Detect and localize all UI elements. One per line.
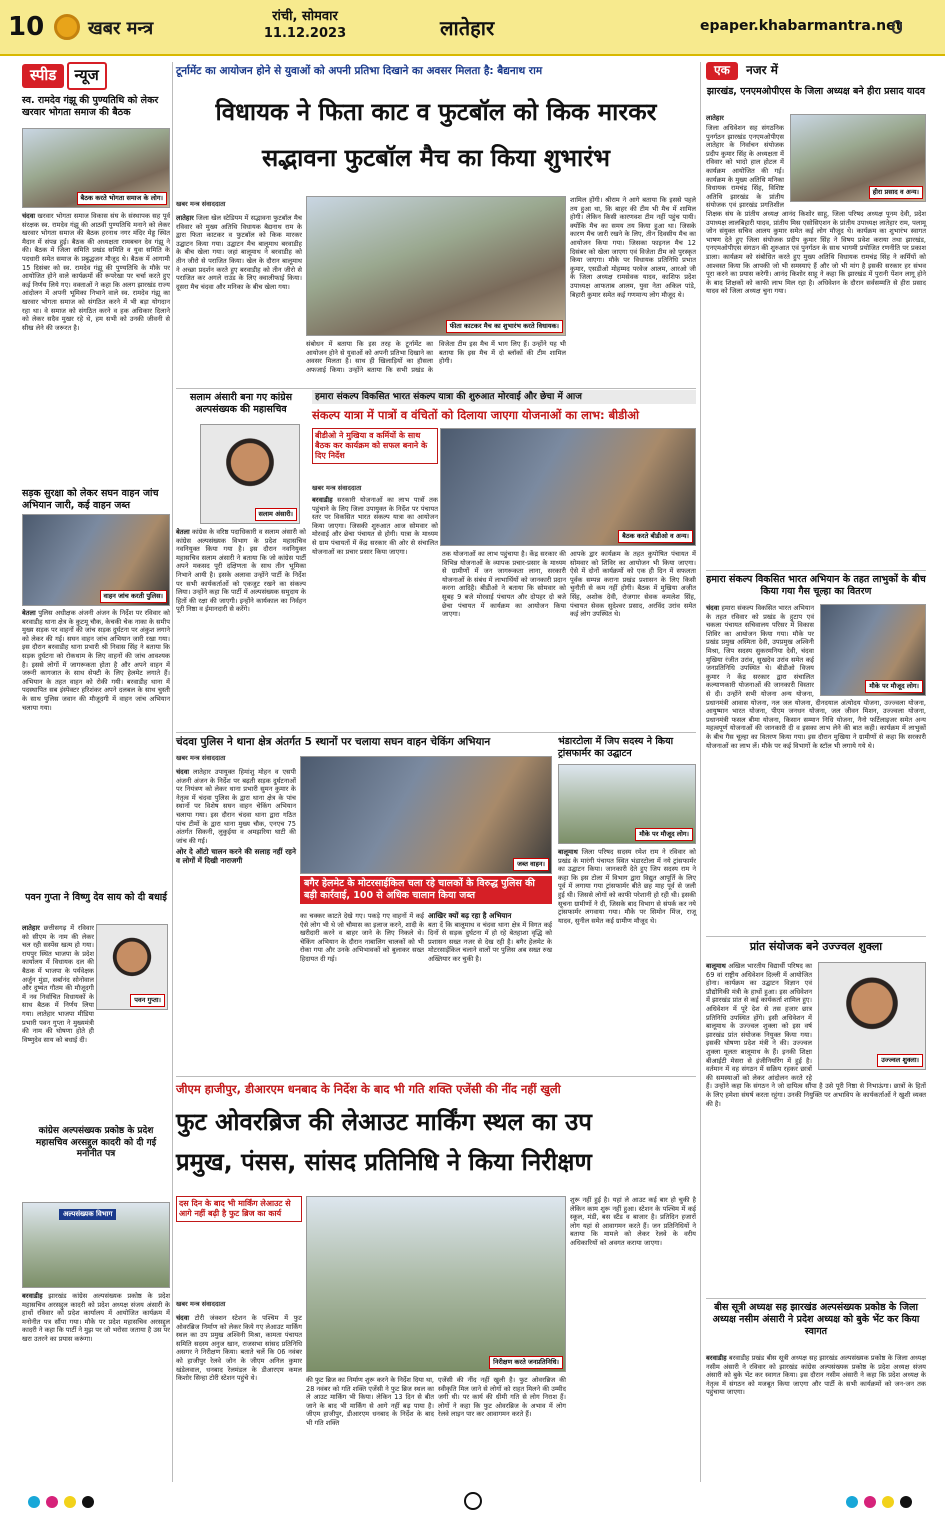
print-marks-bar bbox=[0, 1488, 945, 1517]
gas-dateline: चंदवा bbox=[706, 604, 720, 612]
sankalp-kicker: हमारा संकल्प विकसित भारत संकल्प यात्रा की शुरुआत मोरवाई और छेचा में आज bbox=[312, 390, 696, 404]
right-rule-1 bbox=[706, 570, 926, 571]
vahan-photo bbox=[300, 756, 552, 874]
sankalp-caption: बैठक करते बीडीओ व अन्य। bbox=[618, 530, 693, 543]
ek-nazar-headline: झारखंड, एनएमओपीएस के जिला अध्यक्ष बने हीरा प्रसाद यादव bbox=[706, 86, 926, 97]
epaper-link[interactable]: epaper.khabarmantra.net bbox=[700, 18, 903, 34]
city-day: रांची, सोमवार bbox=[272, 9, 338, 24]
gas-caption: मौके पर मौजूद लोग। bbox=[865, 680, 923, 693]
salam-headline: सलाम अंसारी बना गए कांग्रेस अल्पसंख्यक की महासचिव bbox=[189, 392, 293, 415]
date-block bbox=[262, 8, 348, 42]
overbridge-body-1 bbox=[176, 1314, 302, 1482]
lead-body-1 bbox=[176, 214, 302, 384]
sankalp-text-1: सरकारी योजनाओं का लाभ पात्रों तक पहुंचाने के लिए जिला उपायुक्त के निर्देश पर पंचायत स्तर पर विकसित भारत संकल्प यात्रा का आयोजन किया जाएगा। जिसकी शुरुआत आज सोमवार को मोरवाई और छेचा पंचायत से होगी। यात्रा के माध्यम से ग्राम पंचायतों में केंद्र सरकार की ओर से संचालित योजनाओं का प्रचार प्रसार किया जाएगा। bbox=[312, 496, 438, 556]
yellow-dot-icon bbox=[64, 1496, 76, 1508]
sankalp-body-2: तक योजनाओं का लाभ पहुंचाया है। केंद्र सरकार की विभिन्न योजनाओं के व्यापक प्रचार-प्रसार के माध्यम से ग्रामीणों में जन जागरूकता लाना, सरकारी योजनाओं के संबंध में लाभार्थियों को जानकारी प्रदान करना आदिहै। बीडीओ ने बताया कि सोमवार को सुबह 9 बजे मोरवाई पंचायत और दोपहर दो बजे छेचा पंचायत में कार्यक्रम का आयोजन किया जाएगा। bbox=[442, 550, 566, 619]
lead-text-1: जिला खेल स्टेडियम में सद्भावना फुटबॉल मैच रविवार को मुख्य अतिथि विधायक बैद्यनाथ राम के द्वारा फिता काटकर व फुटबॉल को किक मारकर उद्घाटन किया गया। उद्घाटन मैच बालूमाथ बरवाडीह के बीच खेला गया। जहां बालूमाथ ने बरवाडीह को तीन जीरो से पराजित किया। खेल के दौरान बालूमाथ ने अच्छा प्रदर्शन करते हुए बरवाडीह को तीन जीरो से पराजित कर अगले राउंड के लिए क्वालीफाई किया। दूसरा मैच चंदवा और मनिका के बीच खेला गया। bbox=[176, 214, 302, 291]
brand-logo-icon bbox=[54, 14, 80, 40]
mouse-icon bbox=[892, 20, 902, 34]
ujjwal-headline: प्रांत संयोजक बने उज्ज्वल शुक्ला bbox=[749, 940, 883, 953]
vahan-text-1: लातेहार उपायुक्त हिमांशु मोहन व एसपी अंजनी अंजन के निर्देश पर बढ़ती सड़क दुर्घटनाओं पर नियंत्रण को लेकर थाना प्रभारी सुमन कुमार के नेतृत्व में चंदवा पुलिस के द्वारा थाना क्षेत्र के पांच स्थानों पर विशेष सघन वाहन चेकिंग अभियान चलाया गया। इस दौरान चंदवा थाना द्वारा गठित पांच टीमों के द्वारा थाना मुख्य चौक, एनएच 75 अंतर्गत सिकनी, लुकुईया व अमझरिया घाटी की जांच की गई। bbox=[176, 768, 296, 845]
overbridge-body-4: शुरू नहीं हुई है। यहां ले आउट कई बार हो चुकी है लेकिन काम शुरू नहीं हुआ। स्टेशन के पश्चिम में कई स्कूल, मंडी, बस स्टैंड व बाजार है। प्रतिदिन हजारों लोग यहां से आवागमन करते हैं। जन प्रतिनिधियों ने बताया कि मामले को लेकर रेलवे के वरीय अधिकारियों को अवगत कराया जाएगा। bbox=[570, 1196, 696, 1247]
transformer-caption: मौके पर मौजूद लोग। bbox=[635, 828, 693, 841]
magenta-dot-right-icon bbox=[864, 1496, 876, 1508]
salam-body bbox=[176, 528, 306, 728]
column-divider-right bbox=[700, 62, 701, 1482]
sankalp-dateline: बरवाडीह bbox=[312, 496, 333, 504]
sankalp-photo bbox=[440, 428, 696, 546]
ujjwal-dateline: बालूमाथ bbox=[706, 962, 726, 970]
nasim-headline: बीस सूत्री अध्यक्ष सह झारखंड अल्पसंख्यक प्रकोष्ठ के जिला अध्यक्ष नसीम अंसारी ने प्रदेश अध्यक्ष को बुके भेंट कर किया स्वागत bbox=[712, 1302, 920, 1337]
lower-rule bbox=[176, 1076, 696, 1077]
story3-headline: पवन गुप्ता ने विष्णु देव साय को दी बधाई bbox=[25, 892, 167, 903]
vahan-subhead-2: आखिर क्यों बढ़ रहा है अभियान bbox=[428, 911, 512, 920]
mid-rule bbox=[176, 732, 696, 733]
story2-headline: सड़क सुरक्षा को लेकर सघन वाहन जांच अभियान जारी, कई वाहन जब्त bbox=[22, 488, 159, 511]
speed-news-tag-left: स्पीड bbox=[22, 64, 64, 88]
section-title: लातेहार bbox=[440, 16, 495, 40]
cyan-dot-icon bbox=[28, 1496, 40, 1508]
vahan-subhead-1: ओर दे ऑटो चालन करने की सलाह नहीं रहने व लोगों में दिखी नाराजगी bbox=[176, 847, 296, 865]
ek-nazar-dateline: लातेहार bbox=[706, 114, 724, 122]
ujjwal-caption: उज्ज्वल शुक्ला। bbox=[877, 1054, 923, 1067]
ujjwal-photo-spacer bbox=[812, 962, 926, 1074]
yellow-dot-right-icon bbox=[882, 1496, 894, 1508]
gas-headline: हमारा संकल्प विकसित भारत अभियान के तहत लाभुकों के बीच किया गया गैस चूल्हा का वितरण bbox=[706, 574, 926, 597]
ek-nazar-tag-right: नजर में bbox=[746, 63, 778, 77]
ujjwal-body bbox=[706, 962, 926, 1294]
story4-dateline: बरवाडीह bbox=[22, 1292, 43, 1300]
overbridge-caption: निरीक्षण करते जनप्रतिनिधि। bbox=[489, 1356, 563, 1369]
speed-news-tag bbox=[22, 62, 170, 88]
story2-text: पुलिस अधीक्षक अंजनी अंजन के निर्देश पर रविवार को बरवाडीह थाना क्षेत्र के कुटमू चौक, केचकी चेक नाका के समीप मुख्य सड़क पर वाहनों की जांच सड़क दुर्घटना पर अंकुश लगाने को लेकर की गई। सघन वाहन जांच अभियान जारी रखा गया। इस दौरान बरवाडीह थाना प्रभारी श्री निवास सिंह ने बताया कि सड़क दुर्घटना को रोकथाम के लिए वाहनों की जांच आवश्यक है। इससे लोगों में जागरूकता होता है और अपने वाहन में जरूरी कागजात के साथ सेफ्टी के लिए हेलमेट लगाते हैं। अभियान के तहत वाहन को रोकी गयी। बरवाडीह थाना में पदस्थापित सब इंस्पेक्टर हरिशंकर अपने दलबल के साथ चुस्ती के साथ पुलिस जवान की मौजूदगी में वाहन जांच अभियान चलाया गया। bbox=[22, 609, 170, 712]
lead-rule bbox=[176, 388, 696, 389]
story4-banner: अल्पसंख्यक विभाग bbox=[59, 1209, 116, 1220]
story4-text: झारखंड कांग्रेस अल्पसंख्यक प्रकोष्ठ के प्रदेश महासचिव अरसद्दुल कादरी को प्रदेश अध्यक्ष संजय अंसारी के हाथों रविवार को प्रदेश कार्यालय में आयोजित कार्यक्रम में मनोनीत पत्र सौंपा गया। मौके पर प्रदेश महासचिव अरसद्दुल कादरी ने कहा कि पार्टी ने मुझ पर जो भरोसा जताया है उस पर खरा उतरने का प्रयास करूंगा। bbox=[22, 1292, 170, 1343]
vahan-text-3: बता दें कि बालूमाथ व चंदवा थाना क्षेत्र में विगत कई दिनों से सड़क दुर्घटना में हो रहे बेतहाशा वृद्धि को प्रशासन सख्त नजर से देख रही है। बगैर हेलमेट के मोटरसाईकिल चलाने वालों पर पुलिस अब सख्त रुख अख्तियार कर चुकी है। bbox=[428, 920, 552, 963]
overbridge-byline: खबर मन्त्र संवाददाता bbox=[176, 1300, 226, 1308]
vahan-body-2: का चक्कर काटते देखे गए। पकड़े गए वाहनों में कई ऐसे लोग भी थे जो चौमास का इलाज करने, शादी के खरीदारी करने व बाहर जाने के लिए निकले थे। चेकिंग अभियान के दौरान नाबालिग चालकों को भी रोका गया और उनके अभिभावकों को बुलाकर सख्त हिदायत दी गई। bbox=[300, 912, 424, 963]
sankalp-headline: संकल्प यात्रा में पात्रों व वंचितों को दिलाया जाएगा योजनाओं का लाभ: बीडीओ bbox=[312, 408, 640, 422]
lead-body-3: शामिल होंगी। श्रीराम ने आगे बताया कि इससे पहले तय हुआ था, कि बाहर की टीम भी मैच में शामिल होगी। लेकिन किसी कारणवश टीम नहीं पहुंच पायी। क्योंकि मैच का समय तय किया हुआ था। जिसके कारण मैच जारी रखने के लिए, तीन दिवसीय मैच का आयोजन किया गया। जिसका फाइनल मैच 12 दिसंबर को खेला जाएगा एवं विजेता टीम को पुरस्कृत किया जाएगा। मौके पर विधायक प्रतिनिधि प्रभात कुमार, एसडीओ मोहम्मद परवेज आलम, आरओ जी के जिला अध्यक्ष रामसेवक यादव, काशिफ प्रदेश उपाध्यक्ष आफताब आलम, युवा नेता अकिल पांडे, बिहारी कुमार समेत कई गणमान्य लोग मौजूद थे। bbox=[570, 196, 696, 299]
story4-headline: कांग्रेस अल्पसंख्यक प्रकोष्ठ के प्रदेश महासचिव अरसद्दुल कादरी को दी गई मनोनीत पत्र bbox=[35, 1126, 157, 1159]
overbridge-body-2: की फुट ब्रिज का निर्माण शुरू करने के निर्देश दिया था, 28 नवंबर को गति शक्ति एजेंसी ने फुट ब्रिज स्थल का ले आउट मार्किंग भी किया। लेकिन 13 दिन से बीत जाने के बाद भी मार्किंग से आगे नहीं बढ़ पाया है। जीएम हाजीपुर, डीआरएम धनबाद के निर्देश के बाद भी गति शक्ति bbox=[306, 1376, 434, 1427]
overbridge-photo bbox=[306, 1196, 566, 1372]
lead-kicker: टूर्नामेंट का आयोजन होने से युवाओं को अपनी प्रतिभा दिखाने का अवसर मिलता है: बैद्यनाथ राम bbox=[176, 65, 543, 77]
nasim-dateline: बरवाडीह bbox=[706, 1354, 727, 1362]
ek-nazar-body bbox=[706, 124, 926, 564]
vahan-headline: चंदवा पुलिस ने थाना क्षेत्र अंतर्गत 5 स्थानों पर चलाया सघन वाहन चेकिंग अभियान bbox=[176, 736, 491, 748]
salam-text: कांग्रेस के वरिष्ठ पदाधिकारी व सलाम अंसारी को कांग्रेस अल्पसंख्यक विभाग के प्रदेश महासचिव नवनियुक्त किया गया है। इस दौरान नवनियुक्त महासचिव सलाम अंसारी ने बताया कि जो कांग्रेस पार्टी अपने मकसद पूरी दक्षिणता के साथ तीन भूमिका निभाने आयी है। इसके अलावा उन्होंने पार्टी के निर्देश पर सभी कार्यकर्ताओं को एकजुट रखने का संकल्प लिया। उन्होंने कहा कि पार्टी में अल्पसंख्यक समुदाय के हितों की रक्षा की जाएगी। इन्होंने कार्यकाल का निर्वहन पूरी निष्ठा व ईमानदारी से करेंगे। bbox=[176, 528, 306, 614]
gas-photo-spacer bbox=[814, 604, 926, 698]
vahan-overlay: बगैर हेलमेट के मोटरसाईकिल चला रहे चालकों के विरुद्ध पुलिस की बड़ी कार्रवाई, 100 से अधिक चालान किया जब्त bbox=[300, 876, 552, 904]
salam-caption: सलाम अंसारी। bbox=[255, 508, 297, 521]
black-dot-icon bbox=[82, 1496, 94, 1508]
overbridge-body-3: एजेंसी की नींद नहीं खुली है। फुट ओवरब्रिज की स्वीकृति मिल जाने से लोगों को राहत मिलने की उम्मीद जगी थी। पर कार्य की धीमी गति से लोग निराश हैं। लोगों ने कहा कि फुट ओवरब्रिज के अभाव में लोग रेलवे लाइन पार कर आवागमन करते हैं। bbox=[438, 1376, 566, 1419]
transformer-dateline: बालूमाथ bbox=[558, 848, 578, 856]
gas-body bbox=[706, 604, 926, 930]
ujjwal-text: अखिल भारतीय विद्यार्थी परिषद का 69 वां राष्ट्रीय अधिवेशन दिल्ली में आयोजित होना। कार्यक्रम का उद्घाटन विज्ञान एवं प्रौद्योगिकी मंत्री के हाथों हुआ। इस अधिवेशन में झारखंड प्रांत से कई कार्यकर्ता शामिल हुए। अधिवेशन में पूरे देश से तस हजार छात्र प्रतिनिधि उपस्थित होंगे। इसी अधिवेशन में बालूमाथ के उज्ज्वल शुक्ला को इस वर्ष झारखंड प्रांत संयोजक नियुक्त किया गया। इसकी घोषणा प्रदेश मंत्री ने की। उज्ज्वल शुक्ला मूलतः बालूमाथ के हैं। इनकी शिक्षा बीआईटी मेसरा से इंजीनियरिंग में हुई है। वर्तमान में वह संगठन में सक्रिय रहकर छात्रों की समस्याओं को लेकर आंदोलन करते रहे हैं। उन्होंने कहा कि संगठन ने जो दायित्व सौंपा है उसे पूरी निष्ठा से निभाऊंगा। छात्रों के हितों के लिए हमेशा संघर्ष करता रहूंगा। उनकी नियुक्ति पर अभाविप के कार्यकर्ताओं ने खुशी व्यक्त की है। bbox=[706, 962, 926, 1108]
vahan-body-3 bbox=[428, 912, 552, 1070]
story1-body bbox=[22, 212, 170, 484]
brand-name: खबर मन्त्र bbox=[88, 18, 154, 39]
sankalp-body-1 bbox=[312, 496, 438, 728]
story3-caption: पवन गुप्ता। bbox=[130, 994, 165, 1007]
overbridge-highlight: दस दिन के बाद भी मार्किंग लेआउट से आगे नहीं बढ़ी है फुट ब्रिज का कार्य bbox=[176, 1196, 302, 1222]
vahan-byline: खबर मन्त्र संवाददाता bbox=[176, 754, 226, 762]
vahan-caption: जब्त वाहन। bbox=[513, 858, 549, 871]
sankalp-body-3: आपके द्वार कार्यक्रम के तहत कुपोषित पंचायत में सोमवार को शिविर का आयोजन भी किया जाएगा। ऐसे में दोनों कार्यक्रमों को एक ही दिन में सफलता पूर्वक सम्पन्न कराना प्रखंड प्रशासन के लिए किसी चुनौती से कम नहीं होगी। बैठक में मुखिया अजीत सिंह, अशोक देवी, रोजगार सेवक कमलेश सिंह, पंचायत सेवक सुदेश्वर प्रसाद, अरविंद उरांव समेत कई लोग उपस्थित थे। bbox=[570, 550, 696, 619]
lead-photo bbox=[306, 196, 566, 336]
sankalp-byline: खबर मन्त्र संवाददाता bbox=[312, 484, 362, 492]
column-divider bbox=[172, 62, 173, 1482]
overbridge-headline-1: फुट ओवरब्रिज की लेआउट मार्किंग स्थल का उप bbox=[176, 1108, 592, 1136]
transformer-text: जिला परिषद सदस्य रमेश राम ने रविवार को प्रखंड के मारंगी पंचायत स्थित भंडारटोला में नये ट्रांसफार्मर का उद्घाटन किया। जानकारी देते हुए जिप सदस्य राम ने कहा कि इस टोला में विभाग द्वारा विद्युत आपूर्ति के लिए पूर्व में लगाया गया ट्रांसफार्मर बीते छह माह पूर्व से जली हुई थी। जिससे लोगों को काफी परेशानी हो रही थी। इसकी सूचना ग्रामीणों ने दी, जिसके बाद विभाग से संपर्क कर नये ट्रांसफार्मर लगवाया गया। मौके पर सिमोन मिंज, राजू यादव, सुनील समेत कई ग्रामीण मौजूद थे। bbox=[558, 848, 696, 925]
story3-body-continued bbox=[22, 1012, 170, 1138]
story1-photo bbox=[22, 128, 170, 208]
ek-nazar-caption: हीरा प्रसाद व अन्य। bbox=[869, 186, 923, 199]
ek-nazar-tag-left: एक bbox=[706, 62, 738, 80]
story4-body bbox=[22, 1292, 170, 1468]
story3-photo bbox=[96, 924, 168, 1010]
transformer-headline: भंडारटोला में जिप सदस्य ने किया ट्रांसफार्मर का उद्घाटन bbox=[558, 736, 674, 759]
story2-body bbox=[22, 609, 170, 889]
story2-caption: वाहन जांच करती पुलिस। bbox=[100, 590, 167, 603]
ek-nazar-photo-spacer bbox=[784, 124, 926, 206]
magenta-dot-icon bbox=[46, 1496, 58, 1508]
registration-mark-icon bbox=[464, 1492, 482, 1510]
salam-photo bbox=[200, 424, 300, 524]
overbridge-kicker: जीएम हाजीपुर, डीआरएम धनबाद के निर्देश के बाद भी गति शक्ति एजेंसी की नींद नहीं खुली bbox=[176, 1082, 561, 1096]
story1-headline: स्व. रामदेव गंझू की पुण्यतिथि को लेकर खरवार भोगता समाज की बैठक bbox=[22, 95, 159, 118]
story4-photo bbox=[22, 1202, 170, 1288]
story1-dateline: चंदवा bbox=[22, 212, 36, 220]
story1-text: खरवार भोगता समाज विकास संघ के संस्थापक सह पूर्व संरक्षक स्व. रामदेव गंझू की आठवीं पुण्यतिथि मनाने को लेकर खरवार भोगता समाज की बैठक हरनाथ नगर मंदिर मेड्ड स्थित मैदान में संपन्न हुई। बैठक की अध्यक्षता रामबचन देव गंझू ने की। बैठक में जिला समिति प्रखंड समिति व युवा समिति के पदधारी समेत समाज के प्रबुद्धजन मौजूद थे। बैठक में आगामी 15 दिसंबर को स्व. रामदेव गंझू की पुण्यतिथि के मौके पर आयोजित होने वाले कार्यक्रमों की रूपरेखा पर चर्चा करते हुए कई निर्णय लिये गए। वक्ताओं ने कहा कि अलग झारखंड राज्य आंदोलन में अपनी भूमिका निभाने वाले स्व. रामदेव गंझू का खरवार भोगता समाज को संगठित करने में भी बड़ा योगदान रहा था। वे समाज को संगठित करने व हक अधिकार दिलाने को लेकर सदैव मुखर रहे थे, हम सभी को उनकी जीवनी से सीख लेने की जरूरत है। bbox=[22, 212, 170, 332]
gas-text: हमारा संकल्प विकसित भारत अभियान के तहत रविवार को प्रखंड के हुटाप एवं चकला पंचायत सचिवालय परिसर में विकास शिविर का आयोजन किया गया। मौके पर प्रखंड प्रमुख अस्मिता देवी, उपप्रमुख अश्विनी मिश्रा, जिप सदस्य सुकरमनिया देवी, चंदवा मुखिया रंजीत उरांव, सुखदेव उरांव समेत कई जनप्रतिनिधि उपस्थित थे। बीडीओ विजय कुमार ने केंद्र सरकार द्वारा संचालित कल्याणकारी योजनाओं की जानकारी विस्तार से दी। उन्होंने सभी योजना अन्य योजना, प्रधानमंत्री आवास योजना, नल जल योजना, दीनदयाल अंत्योदय योजना, उज्ज्वला योजना, आयुष्मान भारत योजना, पीएम जनधन योजना, जल जीवन मिशन, उज्ज्वला योजना, प्रधानमंत्री फसल बीमा योजना, किसान सम्मान निधि योजना, नैनो फर्टिलाइजर समेत अन्य महत्वपूर्ण योजनाओं की जानकारी दी व इसका लाभ लेने की बात कही। कार्यक्रम में लाभुकों के बीच गैस चूल्हा का वितरण किया गया। इस दौरान मुखिया ने ग्रामीणों से कहा कि सरकारी योजनाओं का लाभ लें। मौके पर कई विभागों के स्टॉल भी लगाये गये थे। bbox=[706, 604, 926, 750]
page-number: 10 bbox=[8, 12, 45, 42]
issue-date: 11.12.2023 bbox=[263, 26, 347, 41]
speed-news-tag-right: न्यूज bbox=[67, 62, 107, 90]
story2-photo bbox=[22, 514, 170, 606]
sankalp-highlight: बीडीओ ने मुखिया व कर्मियों के साथ बैठक कर कार्यक्रम को सफल बनाने के दिए निर्देश bbox=[312, 428, 438, 464]
vahan-body-1 bbox=[176, 768, 296, 1070]
vahan-dateline: चंदवा bbox=[176, 768, 190, 776]
lead-byline: खबर मन्त्र संवाददाता bbox=[176, 200, 226, 208]
overbridge-dateline: चंदवा bbox=[176, 1314, 190, 1322]
right-rule-2 bbox=[706, 936, 926, 937]
right-rule-3 bbox=[706, 1298, 926, 1299]
lead-body-2: संबोधन में बताया कि इस तरह के टूर्नामेंट का आयोजन होने से युवाओं को अपनी प्रतिभा दिखाने का अवसर मिलता है। साथ ही खिलाड़ियों का हौसला अफजाई किया। उन्होंने बताया कि सभी प्रखंड के विजेता टीम इस मैच में भाग लिए हैं। उन्होंने यह भी बताया कि इस मैच में दो ब्लॉकों की टीम शामिल होगी। bbox=[306, 340, 566, 374]
story3-text: छत्तीसगढ़ में रविवार को सीएम के नाम की लेकर चल रही सस्पेंस खत्म हो गया। रायपुर स्थित भाजपा के प्रदेश कार्यालय में विधायक दल की बैठक में भाजपा के पर्यवेक्षक अर्जुन मुंडा, सर्बानंद सोनोवाल और दुष्यंत गौतम की मौजूदगी में नव निर्वाचित विधायकों के साथ बैठक में निर्णय लिया गया। लातेहार भाजपा मीडिया प्रभारी पवन गुप्ता ने मुख्यमंत्री की नाम की घोषणा होते ही विष्णुदेव साय को बधाई दी। bbox=[22, 924, 94, 1044]
story2-dateline: बेतला bbox=[22, 609, 36, 617]
lead-headline-2: सद्भावना फुटबॉल मैच का किया शुभारंभ bbox=[262, 144, 610, 172]
black-dot-right-icon bbox=[900, 1496, 912, 1508]
story3-dateline: लातेहार bbox=[22, 924, 40, 932]
story1-caption: बैठक करते भोगता समाज के लोग। bbox=[77, 192, 167, 205]
lead-headline-1: विधायक ने फिता काट व फुटबॉल को किक मारकर bbox=[215, 98, 657, 126]
story3-body-top bbox=[22, 924, 94, 1044]
ek-nazar-tag bbox=[706, 62, 926, 84]
transformer-body bbox=[558, 848, 696, 1070]
nasim-body bbox=[706, 1354, 926, 1482]
transformer-photo bbox=[558, 764, 696, 844]
cyan-dot-right-icon bbox=[846, 1496, 858, 1508]
lead-caption: फीता काटकर मैच का शुभारंभ करते विधायक। bbox=[446, 320, 563, 333]
overbridge-text-1: टोरी जंक्शन स्टेशन के पश्चिम में फुट ओवरब्रिज निर्माण को लेकर किये गए लेआउट मार्किंग स्थल का उप प्रमुख अश्विनी मिश्रा, कामता पंचायत समिति सदस्य अनुज खान, राजसभा सांसद प्रतिनिधि असगर ने निरीक्षण किया। बताते चलें कि 06 नवंबर को हाजीपुर रेलवे जोन के जीएम अनिल कुमार खंडेलवाल, धनबाद रेलमंडल के डीआरएम कमल किशोर सिन्हा टोरी स्टेशन पहुंचे थे। bbox=[176, 1314, 302, 1383]
ek-nazar-text: जिला अधिवेशन सह संगठनिक पुनर्गठन झारखंड एनएमओपीएस लातेहार के निर्वाचन संयोजक प्रदीप कुमार सिंह के अध्यक्षता में रविवार को भादो हाल होटल में कार्यक्रम आयोजित की गई। कार्यक्रम के मुख्य अतिथि मनिका विधायक रामचंद्र सिंह, विशिष्ट अतिथि झारखंड के प्रांतीय संयोजक एवं झारखंड प्रगतिशील शिक्षक संघ के प्रांतीय अध्यक्ष आनंद किशोर साहू, जिला परिषद अध्यक्ष पूनम देवी, प्रदेश उपाध्यक्ष लालबिहारी यादव, प्रांतीय मिस एसोसिएशन के प्रांतीय उपाध्यक्ष लातेहार राम, पलामू जोन संयुक्त सचिव आलय कुमार समेत कई लोग मौजूद थे। कार्यक्रम का शुभारंभ स्वागत भाषण देते हुए जिला संयोजक प्रदीप कुमार सिंह ने विषय प्रवेश कराया तथा झारखंड, एनएमओपीएस संगठन की शुरुआत एवं पुनर्गठन के साथ भागमी प्रयोजित रणनीति पर प्रकाश डाला। कार्यक्रम को संबोधित करते हुए मुख्य अतिथि विधायक रामचंद्र सिंह ने कर्मियों को आश्वस्त किया कि आपकी जो भी समस्याएं हैं और जो भी मांग है इसकी सरकार हर संभव पूरा करने का प्रयास करेगी। आनंद किशोर साहू ने कहा कि झारखंड में पुरानी पेंशन लागू होने के बाद शिक्षकों को काफी लाभ मिल रहा है। अधिवेशन के दौरान सर्वसम्मति से हीरा प्रसाद यादव को जिला अध्यक्ष चुना गया। bbox=[706, 124, 926, 296]
nasim-text: बरवाडीह प्रखंड बीस सूत्री अध्यक्ष सह झारखंड अल्पसंख्यक प्रकोष्ठ के जिला अध्यक्ष नसीम अंसारी ने रविवार को झारखंड कांग्रेस अल्पसंख्यक प्रकोष्ठ के प्रदेश अध्यक्ष संजय अंसारी को बुके भेंट कर स्वागत किया। इस दौरान नसीम अंसारी ने कहा कि प्रदेश अध्यक्ष के नेतृत्व में संगठन को मजबूत किया जाएगा और पार्टी के सभी कार्यक्रमों को जन-जन तक पहुंचाया जाएगा। bbox=[706, 1354, 926, 1397]
overbridge-headline-2: प्रमुख, पंसस, सांसद प्रतिनिधि ने किया निरीक्षण bbox=[176, 1148, 592, 1176]
salam-dateline: बेतला bbox=[176, 528, 190, 536]
lead-dateline: लातेहार bbox=[176, 214, 194, 222]
